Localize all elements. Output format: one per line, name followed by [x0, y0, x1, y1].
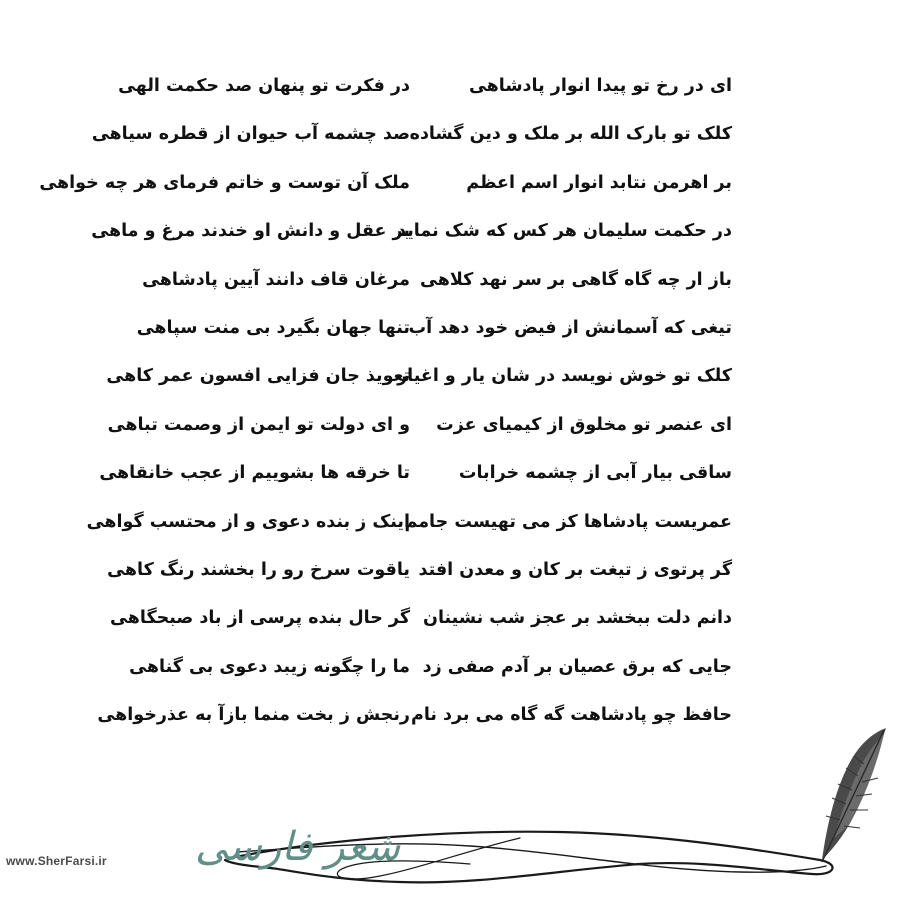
hemistich-first: ای عنصر تو مخلوق از کیمیای عزت: [436, 414, 732, 435]
hemistich-first: ساقی بیار آبی از چشمه خرابات: [458, 463, 732, 484]
hemistich-first: دانم دلت ببخشد بر عجز شب نشینان: [423, 608, 732, 629]
hemistich-first: بر اهرمن نتابد انوار اسم اعظم: [466, 172, 732, 193]
hemistich-second: گر حال بنده پرسی از باد صبحگاهی: [110, 608, 410, 629]
hemistich-second: ما را چگونه زیبد دعوی بی گناهی: [129, 656, 410, 677]
hemistich-first: گر پرتوی ز تیغت بر کان و معدن افتد: [418, 559, 732, 580]
couplet-row: [0, 405, 900, 453]
couplet-row: [0, 260, 900, 308]
hemistich-first: کلک تو خوش نویسد در شان یار و اغیار: [397, 366, 732, 387]
logo-icon: [195, 824, 401, 870]
hemistich-first: در حکمت سلیمان هر کس که شک نماید: [397, 221, 732, 242]
couplet-row: [0, 114, 900, 162]
couplet-row: [0, 66, 900, 114]
hemistich-second: ملک آن توست و خاتم فرمای هر چه خواهی: [39, 172, 410, 193]
hemistich-first: باز ار چه گاه گاهی بر سر نهد کلاهی: [419, 269, 732, 290]
couplet-row: [0, 647, 900, 695]
couplet-row: [0, 356, 900, 404]
hemistich-second: مرغان قاف دانند آیین پادشاهی: [142, 269, 410, 290]
couplet-row: [0, 550, 900, 598]
hemistich-second: صد چشمه آب حیوان از قطره سیاهی: [91, 124, 410, 145]
hemistich-second: یاقوت سرخ رو را بخشند رنگ کاهی: [107, 559, 410, 580]
quill-feather-icon: [822, 728, 886, 862]
hemistich-second: و ای دولت تو ایمن از وصمت تباهی: [107, 414, 410, 435]
hemistich-second: تنها جهان بگیرد بی منت سپاهی: [136, 317, 410, 338]
hemistich-first: جایی که برق عصیان بر آدم صفی زد: [422, 656, 732, 677]
couplet-row: [0, 598, 900, 646]
couplet-row: [0, 308, 900, 356]
hemistich-first: عمریست پادشاها کز می تهیست جامم: [404, 511, 732, 532]
poem: [0, 66, 900, 743]
hemistich-second: در فکرت تو پنهان صد حکمت الهی: [118, 76, 410, 96]
logo-text: شعر فارسی: [195, 824, 401, 870]
hemistich-second: بر عقل و دانش او خندند مرغ و ماهی: [91, 221, 410, 242]
couplet-row: [0, 211, 900, 259]
hemistich-first: کلک تو بارک الله بر ملک و دین گشاده: [409, 124, 732, 145]
hemistich-first: حافظ چو پادشاهت گه گاه می برد نام: [411, 705, 732, 726]
logo-area: [0, 700, 900, 900]
hemistich-second: تعویذ جان فزایی افسون عمر کاهی: [106, 366, 410, 387]
couplet-row: [0, 502, 900, 550]
site-url: www.SherFarsi.ir: [6, 854, 107, 868]
hemistich-second: رنجش ز بخت منما بازآ به عذرخواهی: [97, 705, 410, 726]
hemistich-second: اینک ز بنده دعوی و از محتسب گواهی: [86, 511, 410, 532]
couplet-row: [0, 163, 900, 211]
hemistich-second: تا خرقه ها بشوییم از عجب خانقاهی: [99, 463, 410, 484]
hemistich-first: تیغی که آسمانش از فیض خود دهد آب: [408, 317, 732, 338]
hemistich-first: ای در رخ تو پیدا انوار پادشاهی: [468, 76, 732, 96]
footer: [0, 700, 900, 900]
couplet-row: [0, 453, 900, 501]
